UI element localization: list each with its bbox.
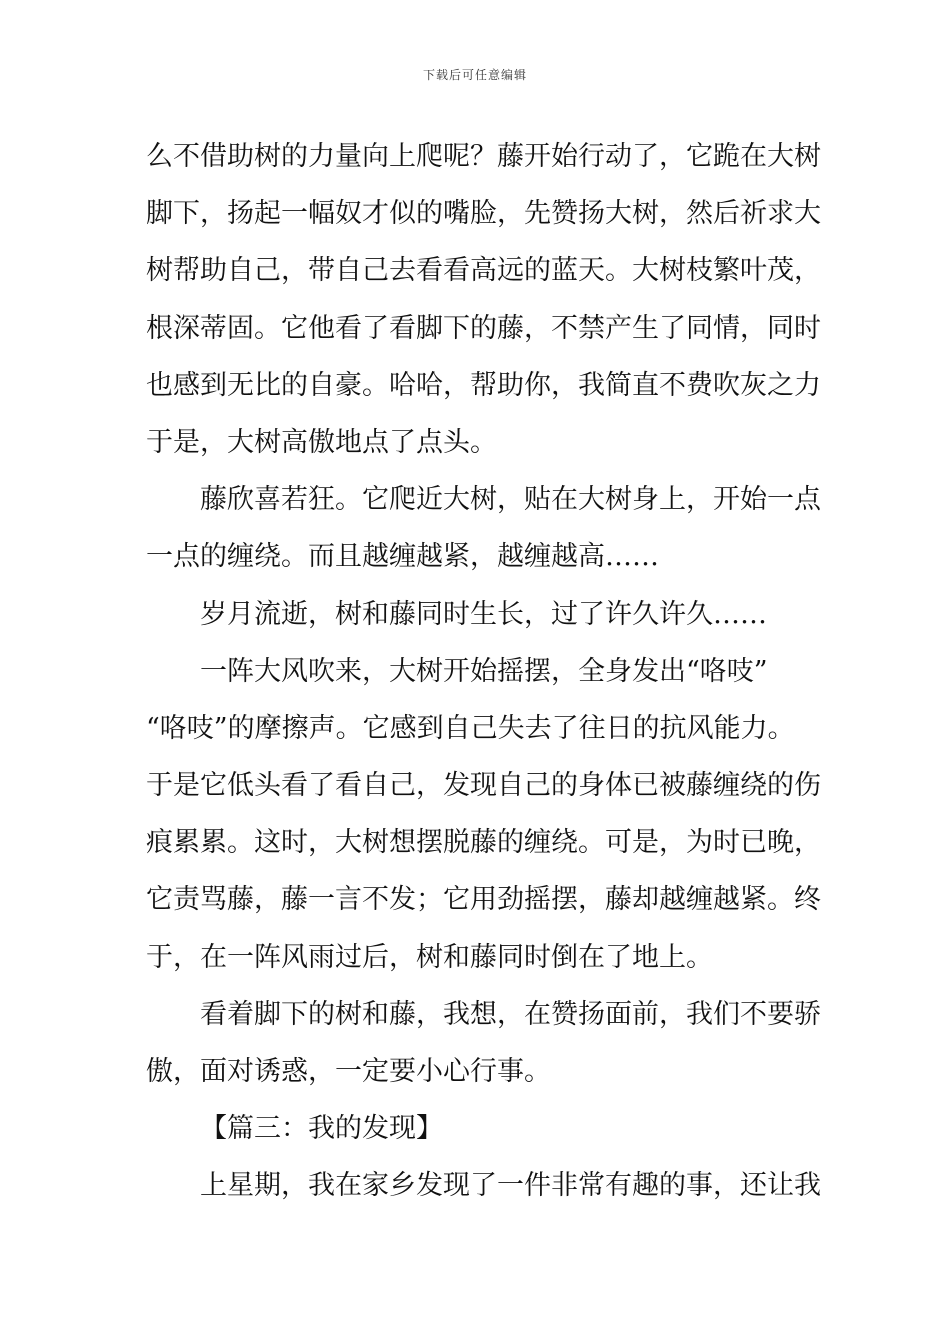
text-line: 岁月流逝，树和藤同时生长，过了许久许久…… [200, 598, 767, 630]
text-line: 傲，面对诱惑，一定要小心行事。 [146, 1056, 551, 1087]
page-header: 下载后可任意编辑 [422, 68, 527, 82]
text-line: 【篇三：我的发现】 [200, 1113, 443, 1145]
text-line: 于，在一阵风雨过后，树和藤同时倒在了地上。 [146, 941, 713, 973]
text-line: 脚下，扬起一幅奴才似的嘴脸，先赞扬大树，然后祈求大 [146, 198, 821, 230]
text-line: 么不借助树的力量向上爬呢？藤开始行动了，它跪在大树 [146, 141, 821, 172]
text-line: 根深蒂固。它他看了看脚下的藤，不禁产生了同情，同时 [146, 312, 821, 344]
text-line: 上星期，我在家乡发现了一件非常有趣的事，还让我 [200, 1170, 821, 1202]
text-line: 一点的缠绕。而且越缠越紧，越缠越高…… [146, 541, 659, 573]
text-line: 于是，大树高傲地点了点头。 [146, 426, 497, 458]
text-line: 一阵大风吹来，大树开始摇摆，全身发出“咯吱” [200, 655, 768, 687]
text-line: 树帮助自己，带自己去看看高远的蓝天。大树枝繁叶茂， [146, 255, 821, 287]
text-line: 痕累累。这时，大树想摆脱藤的缠绕。可是，为时已晚， [146, 827, 821, 859]
document-body [146, 128, 821, 1215]
text-line: “咯吱”的摩擦声。它感到自己失去了往日的抗风能力。 [146, 712, 795, 744]
text-line: 于是它低头看了看自己，发现自己的身体已被藤缠绕的伤 [146, 770, 821, 802]
text-line: 它责骂藤，藤一言不发；它用劲摇摆，藤却越缠越紧。终 [146, 884, 821, 916]
text-line: 看着脚下的树和藤，我想，在赞扬面前，我们不要骄 [200, 998, 821, 1030]
text-line: 也感到无比的自豪。哈哈，帮助你，我简直不费吹灰之力 [146, 369, 821, 401]
text-line: 藤欣喜若狂。它爬近大树，贴在大树身上，开始一点 [200, 484, 821, 516]
